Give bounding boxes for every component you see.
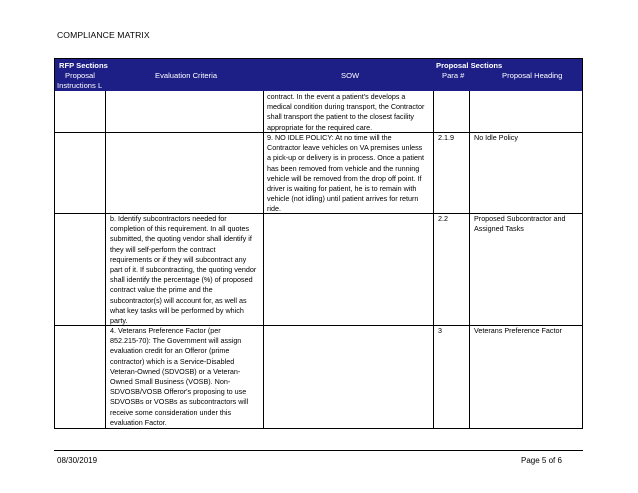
sow-text-line: Contractor leave vehicles on VA premises unless — [267, 143, 423, 153]
criteria-text-line: b. Identify subcontractors needed for — [110, 214, 227, 223]
document-title: COMPLIANCE MATRIX — [57, 30, 150, 40]
sow-text-line: appropriate for the required care. — [267, 122, 373, 132]
footer-page-number: Page 5 of 6 — [521, 456, 562, 465]
column-divider — [433, 91, 434, 428]
sow-text-line: vehicle (not idling) until patient arrives for return — [267, 194, 419, 204]
criteria-text-line: 852.215-70): The Government will assign — [110, 336, 242, 346]
criteria-text-line: SDVOSBs or VOSBs as subcontractors will — [110, 397, 249, 407]
table-row-1-sow — [267, 92, 424, 133]
table-row-4-para: 3 — [438, 326, 442, 335]
table-row-3-para: 2.2 — [438, 214, 448, 223]
criteria-text-line: they will self-perform the contract — [110, 244, 216, 254]
criteria-text-line: 4. Veterans Preference Factor (per — [110, 326, 221, 335]
table-row-4-heading — [474, 326, 562, 336]
table-row-3-criteria — [110, 214, 256, 326]
sow-text-line: medical condition during transport, the Contractor — [267, 102, 425, 112]
table-row-2-sow — [267, 133, 424, 215]
table-row-2-heading — [474, 133, 518, 143]
col-header-instructions-1: Proposal — [65, 71, 95, 80]
criteria-text-line: SDVOSB/VOSB Offeror's proposing to use — [110, 387, 247, 397]
criteria-text-line: evaluation Factor. — [110, 417, 167, 427]
criteria-text-line: subcontractor(s) will account for, as well as — [110, 295, 247, 305]
heading-text-line: No Idle Policy — [474, 133, 518, 142]
sow-text-line: a pick-up or delivery is in process. Once a patient — [267, 153, 425, 163]
criteria-text-line: contractor) which is a Service-Disabled — [110, 356, 235, 366]
heading-text-line: Veterans Preference Factor — [474, 326, 562, 335]
compliance-matrix-table — [54, 58, 583, 429]
sow-text-line: has been removed from vehicle and the running — [267, 163, 420, 173]
heading-text-line: Proposed Subcontractor and — [474, 214, 566, 223]
column-divider — [105, 91, 106, 428]
rfp-sections-label: RFP Sections — [59, 61, 108, 70]
column-divider — [263, 91, 264, 428]
table-row-4-criteria — [110, 326, 248, 428]
sow-text-line: 9. NO IDLE POLICY: At no time will the — [267, 133, 392, 142]
col-header-sow: SOW — [341, 71, 360, 80]
criteria-text-line: requirements or if they will subcontract any — [110, 254, 247, 264]
criteria-text-line: evaluation credit for an Offeror (prime — [110, 346, 230, 356]
criteria-text-line: contract value the prime and the — [110, 285, 213, 295]
col-header-heading: Proposal Heading — [502, 71, 563, 80]
sow-text-line: shall transport the patient to the closest facility — [267, 112, 415, 122]
criteria-text-line: part of it. If subcontracting, the quoting vendor — [110, 265, 257, 275]
sow-text-line: ride. — [267, 204, 281, 214]
criteria-text-line: completion of this requirement. In all quotes — [110, 224, 250, 234]
sow-text-line: contract. In the event a patient's develops a — [267, 92, 406, 101]
criteria-text-line: what key tasks will be performed by which — [110, 305, 244, 315]
table-header — [55, 59, 582, 91]
criteria-text-line: Owned Small Business (VOSB). Non- — [110, 377, 231, 387]
col-header-criteria: Evaluation Criteria — [155, 71, 218, 80]
proposal-sections-label: Proposal Sections — [436, 61, 503, 70]
criteria-text-line: submitted, the quoting vendor shall identify if — [110, 234, 252, 244]
criteria-text-line: receive some consideration under this — [110, 407, 232, 417]
sow-text-line: vehicle will be removed from the drop off point. If — [267, 173, 422, 183]
criteria-text-line: shall identify the percentage (%) of proposed — [110, 275, 253, 285]
heading-text-line: Assigned Tasks — [474, 224, 524, 234]
footer-divider — [54, 450, 583, 451]
criteria-text-line: party. — [110, 316, 128, 326]
sow-text-line: driver is waiting for patient, he is to remain with — [267, 184, 417, 194]
criteria-text-line: Veteran-Owned (SDVOSB) or a Veteran- — [110, 366, 241, 376]
table-row-3-heading — [474, 214, 566, 234]
col-header-instructions-2: Instructions L — [57, 81, 103, 90]
table-row-2-para: 2.1.9 — [438, 133, 454, 142]
footer-date: 08/30/2019 — [57, 456, 98, 465]
col-header-para: Para # — [442, 71, 465, 80]
column-divider — [469, 91, 470, 428]
